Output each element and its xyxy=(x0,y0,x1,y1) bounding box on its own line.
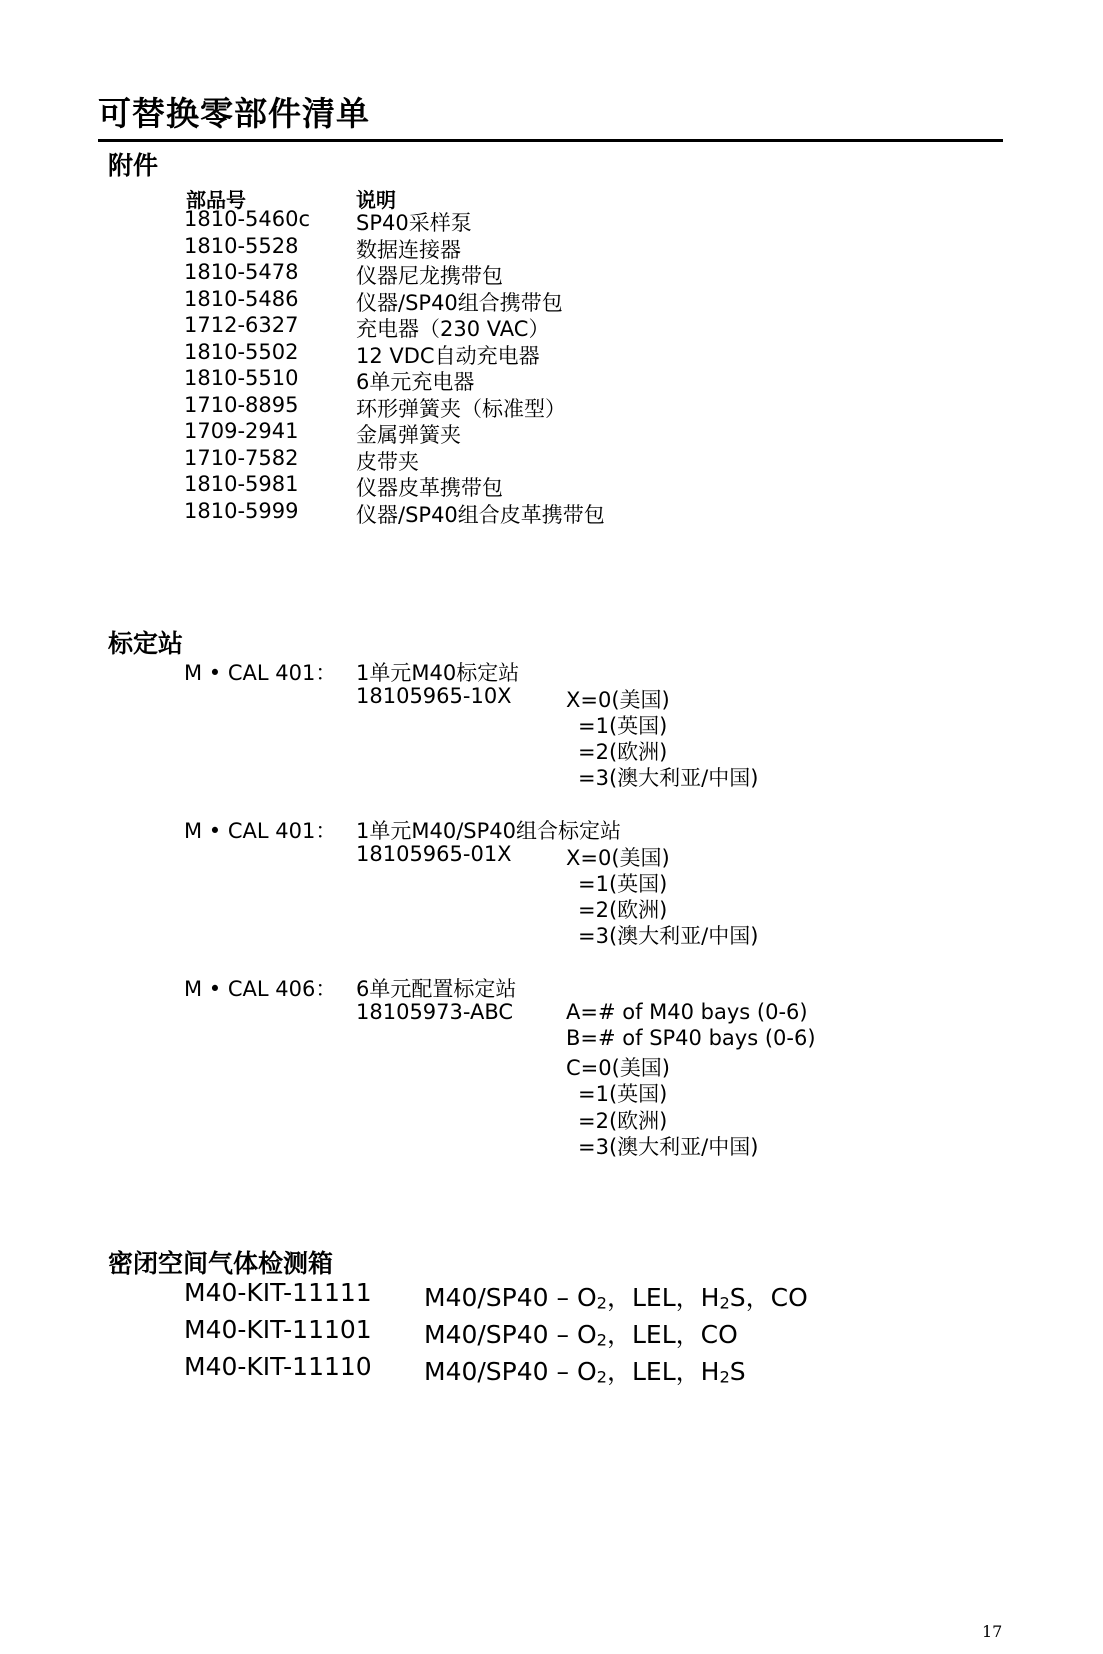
kit-desc-prefix: M40/SP40 – O xyxy=(424,1320,597,1349)
cal-part-number: 18105965-10X xyxy=(356,683,512,708)
cal-option: =2(欧洲) xyxy=(578,1108,668,1133)
kit-description xyxy=(424,1352,746,1388)
part-description: 数据连接器 xyxy=(356,237,461,262)
calibration-heading: 标定站 xyxy=(108,629,184,658)
part-number: 1810-5981 xyxy=(184,472,299,496)
part-number: 1712-6327 xyxy=(184,313,299,337)
part-description: 仪器皮革携带包 xyxy=(356,476,503,500)
cal-option: =1(英国) xyxy=(578,1082,668,1107)
part-description: 仪器/SP40组合携带包 xyxy=(356,290,563,315)
col-header-part: 部品号 xyxy=(186,188,246,212)
part-description: 12 VDC自动充电器 xyxy=(356,343,540,368)
kit-desc-rest: ，LEL，H xyxy=(606,1357,720,1386)
part-number: 1709-2941 xyxy=(184,419,299,443)
kit-desc-sub2: 2 xyxy=(719,1293,730,1313)
part-number: 1810-5528 xyxy=(184,233,299,258)
part-description: SP40采样泵 xyxy=(356,211,472,235)
cal-option: B=# of SP40 bays (0-6) xyxy=(566,1025,816,1050)
part-number: 1710-8895 xyxy=(184,392,299,417)
part-description: 仪器尼龙携带包 xyxy=(356,264,503,288)
part-number: 1810-5478 xyxy=(184,260,299,284)
part-description: 仪器/SP40组合皮革携带包 xyxy=(356,502,605,527)
kit-description xyxy=(424,1315,738,1351)
cal-description: 6单元配置标定站 xyxy=(356,977,517,1001)
cal-option: X=0(美国) xyxy=(566,687,670,712)
cal-option: X=0(美国) xyxy=(566,845,670,870)
cal-option: =3(澳大利亚/中国) xyxy=(578,924,759,949)
cal-description: 1单元M40/SP40组合标定站 xyxy=(356,819,621,843)
part-number: 1810-5510 xyxy=(184,366,299,390)
col-header-desc: 说明 xyxy=(356,188,396,212)
part-number: 1810-5486 xyxy=(184,286,299,311)
cal-option: =1(英国) xyxy=(578,713,668,738)
kit-desc-sub1: 2 xyxy=(596,1293,607,1313)
kit-desc-sub1: 2 xyxy=(596,1367,607,1387)
cal-option: A=# of M40 bays (0-6) xyxy=(566,999,808,1024)
accessories-heading: 附件 xyxy=(108,151,159,180)
cal-option: =2(欧洲) xyxy=(578,740,668,765)
kit-part-number: M40-KIT-11101 xyxy=(184,1315,372,1344)
kit-desc-sub1: 2 xyxy=(596,1330,607,1350)
part-number: 1710-7582 xyxy=(184,445,299,470)
kits-heading: 密闭空间气体检测箱 xyxy=(108,1249,334,1278)
part-number: 1810-5460c xyxy=(184,207,311,231)
title-divider xyxy=(98,139,1003,142)
cal-option: C=0(美国) xyxy=(566,1056,671,1081)
kit-part-number: M40-KIT-11110 xyxy=(184,1352,372,1381)
kit-description xyxy=(424,1278,808,1314)
cal-option: =3(澳大利亚/中国) xyxy=(578,1135,759,1159)
cal-part-number: 18105965-01X xyxy=(356,841,512,866)
part-number: 1810-5502 xyxy=(184,339,299,364)
part-description: 6单元充电器 xyxy=(356,370,475,394)
page-title: 可替换零部件清单 xyxy=(98,94,370,133)
part-description: 充电器（230 VAC） xyxy=(356,317,550,341)
kit-desc-tail: S xyxy=(729,1357,746,1386)
cal-option: =3(澳大利亚/中国) xyxy=(578,766,759,791)
cal-model: M • CAL 406： xyxy=(184,977,337,1001)
kit-desc-prefix: M40/SP40 – O xyxy=(424,1283,597,1312)
kit-desc-prefix: M40/SP40 – O xyxy=(424,1357,597,1386)
kit-desc-rest: ，LEL，H xyxy=(606,1283,720,1312)
cal-option: =1(英国) xyxy=(578,871,668,896)
cal-description: 1单元M40标定站 xyxy=(356,661,520,685)
part-description: 金属弹簧夹 xyxy=(356,423,461,447)
part-description: 皮带夹 xyxy=(356,449,419,474)
kit-part-number: M40-KIT-11111 xyxy=(184,1278,372,1307)
cal-part-number: 18105973-ABC xyxy=(356,999,514,1024)
cal-option: =2(欧洲) xyxy=(578,898,668,923)
kit-desc-tail: S，CO xyxy=(729,1283,808,1312)
cal-model: M • CAL 401： xyxy=(184,819,337,843)
part-description: 环形弹簧夹（标准型） xyxy=(356,396,566,421)
page-number: 17 xyxy=(982,1622,1003,1641)
kit-desc-rest: ，LEL，CO xyxy=(606,1320,738,1349)
cal-model: M • CAL 401： xyxy=(184,661,337,685)
kit-desc-sub2: 2 xyxy=(719,1367,730,1387)
part-number: 1810-5999 xyxy=(184,498,299,523)
